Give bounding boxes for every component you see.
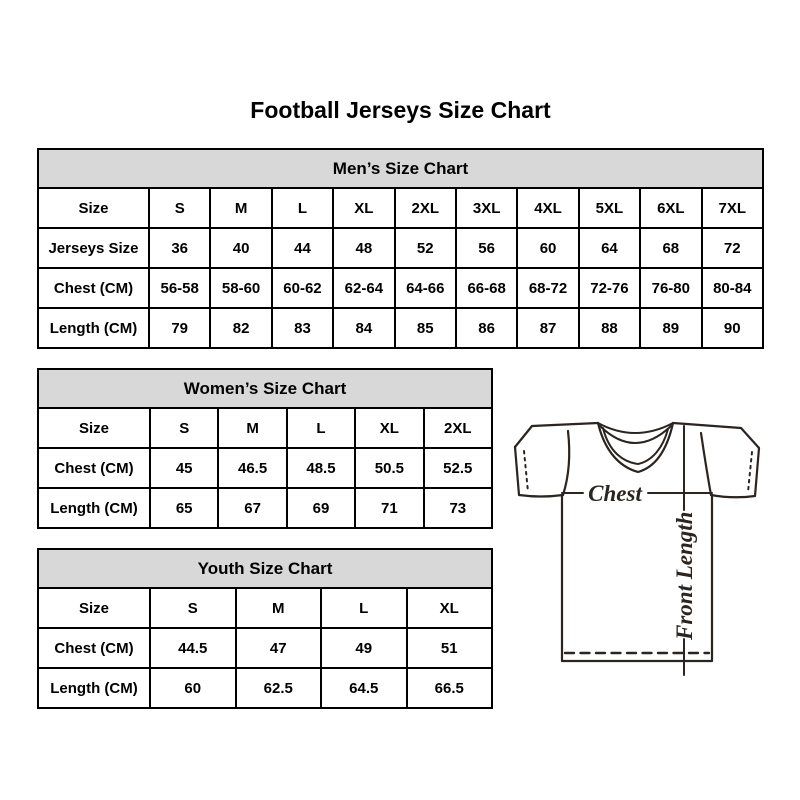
table-cell: 68 xyxy=(640,228,701,268)
table-cell: 49 xyxy=(321,628,407,668)
row-header-cell: Length (CM) xyxy=(38,308,149,348)
jersey-left-sleeve xyxy=(515,447,563,497)
youth-size-table xyxy=(37,548,493,709)
table-row xyxy=(38,668,492,708)
table-cell: S xyxy=(149,188,210,228)
table-cell: S xyxy=(150,408,218,448)
jersey-collar-v-outer xyxy=(598,423,673,472)
jersey-left-cuff-stitch xyxy=(524,451,528,492)
table-cell: 5XL xyxy=(579,188,640,228)
row-header-cell: Chest (CM) xyxy=(38,628,150,668)
table-cell: 52 xyxy=(395,228,456,268)
table-cell: 88 xyxy=(579,308,640,348)
table-row xyxy=(38,228,763,268)
table-cell: 50.5 xyxy=(355,448,423,488)
front-length-label: Front Length xyxy=(672,511,697,640)
row-header-cell: Size xyxy=(38,408,150,448)
table-cell: 3XL xyxy=(456,188,517,228)
table-cell: M xyxy=(236,588,322,628)
table-cell: 62.5 xyxy=(236,668,322,708)
table-cell: 80-84 xyxy=(702,268,763,308)
table-cell: 85 xyxy=(395,308,456,348)
page-title: Football Jerseys Size Chart xyxy=(250,97,551,123)
table-cell: 89 xyxy=(640,308,701,348)
table-row xyxy=(38,588,492,628)
table-cell: 69 xyxy=(287,488,355,528)
table-cell: 36 xyxy=(149,228,210,268)
table-cell: 72-76 xyxy=(579,268,640,308)
jersey-right-cuff-stitch xyxy=(748,452,752,492)
table-cell: L xyxy=(272,188,333,228)
table-cell: 60 xyxy=(150,668,236,708)
table-cell: 51 xyxy=(407,628,493,668)
jersey-collar-back-curve-1 xyxy=(598,423,673,433)
table-cell: 45 xyxy=(150,448,218,488)
table-cell: 44 xyxy=(272,228,333,268)
womens-size-table xyxy=(37,368,493,529)
table-cell: XL xyxy=(355,408,423,448)
table-row xyxy=(38,188,763,228)
table-cell: 7XL xyxy=(702,188,763,228)
table-cell: 84 xyxy=(333,308,394,348)
table-cell: 60-62 xyxy=(272,268,333,308)
row-header-cell: Chest (CM) xyxy=(38,268,149,308)
table-cell: 46.5 xyxy=(218,448,286,488)
table-cell: 40 xyxy=(210,228,271,268)
table-cell: 86 xyxy=(456,308,517,348)
mens-size-table xyxy=(37,148,764,349)
jersey-right-sleeve-seam xyxy=(701,433,711,495)
table-cell: 56-58 xyxy=(149,268,210,308)
table-cell: 56 xyxy=(456,228,517,268)
table-cell: 87 xyxy=(517,308,578,348)
table-cell: 62-64 xyxy=(333,268,394,308)
table-row xyxy=(38,488,492,528)
table-cell: 64-66 xyxy=(395,268,456,308)
womens-table-title: Women’s Size Chart xyxy=(38,369,492,408)
table-row xyxy=(38,628,492,668)
table-cell: 66-68 xyxy=(456,268,517,308)
table-cell: 67 xyxy=(218,488,286,528)
table-cell: 47 xyxy=(236,628,322,668)
row-header-cell: Length (CM) xyxy=(38,488,150,528)
youth-table-title: Youth Size Chart xyxy=(38,549,492,588)
table-cell: 6XL xyxy=(640,188,701,228)
table-cell: 68-72 xyxy=(517,268,578,308)
jersey-left-sleeve-seam xyxy=(563,431,569,495)
table-row xyxy=(38,448,492,488)
table-cell: 44.5 xyxy=(150,628,236,668)
table-cell: 83 xyxy=(272,308,333,348)
table-cell: M xyxy=(210,188,271,228)
jersey-shoulder-right-line xyxy=(673,423,759,448)
table-cell: S xyxy=(150,588,236,628)
table-cell: 72 xyxy=(702,228,763,268)
row-header-cell: Length (CM) xyxy=(38,668,150,708)
mens-table-title: Men’s Size Chart xyxy=(38,149,763,188)
mens-table-title-row xyxy=(38,149,763,188)
table-cell: 71 xyxy=(355,488,423,528)
table-cell: XL xyxy=(333,188,394,228)
table-cell: 48.5 xyxy=(287,448,355,488)
row-header-cell: Size xyxy=(38,588,150,628)
table-cell: 66.5 xyxy=(407,668,493,708)
table-cell: 79 xyxy=(149,308,210,348)
table-cell: 64 xyxy=(579,228,640,268)
table-cell: 58-60 xyxy=(210,268,271,308)
table-row xyxy=(38,408,492,448)
table-cell: 64.5 xyxy=(321,668,407,708)
table-cell: 65 xyxy=(150,488,218,528)
table-row xyxy=(38,268,763,308)
table-cell: XL xyxy=(407,588,493,628)
table-cell: 76-80 xyxy=(640,268,701,308)
row-header-cell: Chest (CM) xyxy=(38,448,150,488)
table-cell: 48 xyxy=(333,228,394,268)
row-header-cell: Jerseys Size xyxy=(38,228,149,268)
table-cell: 60 xyxy=(517,228,578,268)
table-cell: L xyxy=(321,588,407,628)
table-cell: 4XL xyxy=(517,188,578,228)
table-cell: 82 xyxy=(210,308,271,348)
table-cell: 73 xyxy=(424,488,492,528)
table-cell: 2XL xyxy=(424,408,492,448)
jersey-shoulder-left-line xyxy=(515,423,598,447)
table-cell: M xyxy=(218,408,286,448)
row-header-cell: Size xyxy=(38,188,149,228)
youth-table-title-row xyxy=(38,549,492,588)
jersey-measurement-diagram xyxy=(505,412,767,684)
table-cell: 52.5 xyxy=(424,448,492,488)
chest-label: Chest xyxy=(588,481,642,506)
womens-table-title-row xyxy=(38,369,492,408)
table-row xyxy=(38,308,763,348)
table-cell: 90 xyxy=(702,308,763,348)
table-cell: L xyxy=(287,408,355,448)
table-cell: 2XL xyxy=(395,188,456,228)
